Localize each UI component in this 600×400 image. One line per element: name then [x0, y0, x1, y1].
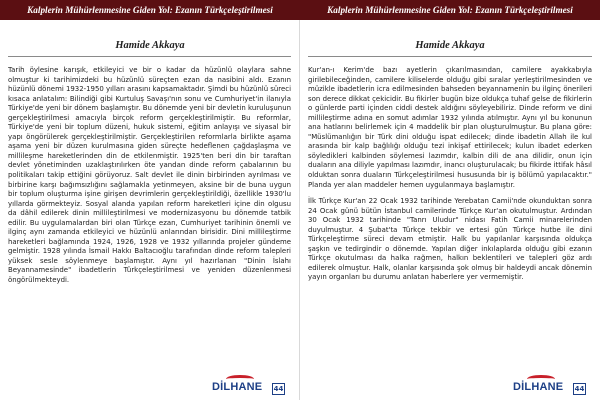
- right-page: [300, 0, 600, 400]
- running-header: Kalplerin Mühürlenmesine Giden Yol: Ezanın Türkçeleştirilmesi: [300, 0, 600, 20]
- divider: [308, 56, 592, 57]
- article-body: [8, 66, 291, 370]
- logo-text: DİLHANE: [212, 381, 263, 393]
- running-header: Kalplerin Mühürlenmesine Giden Yol: Ezanın Türkçeleştirilmesi: [0, 0, 300, 20]
- author-name: Hamide Akkaya: [415, 40, 485, 51]
- dilhane-logo: [513, 375, 571, 395]
- paragraph: Kur'an-ı Kerim'de bazı ayetlerin çıkarılmasından, camilere ayakkabıyla girilebileceğinden, camilere kiliselerde olduğu gibi sıralar yerleştirilmesinden ve müzikle ibadetlerin icra edilmesinden bahseden beyannamenin bu ilginç önerileri son derece dikkat çekicidir. Bu fikirler bugün bize oldukça tuhaf gelse de fikirlerin o günlerde parti içinden ciddi destek aldığını söyleyebiliriz. Dinde reform ve dini millileştirme adına en somut adımlar 1932 yılında atılmıştır. Aynı yıl bu konunun ana hatlarını belirlemek için 4 maddelik bir plan oluşturulmuştur. Bu plana göre: "Müslümanlığın bir Türk dini olduğu ispat edilecek; dinde ibadetin Allah ile kul arasında bir kalp bağlılığı olduğu tezi inkişaf ettirilecek; kulun ibadet ederken söyledikleri kalbinden söylemesi lazımdır, kalbin dili de ana dilidir, onun için duaların ana diliyle yapılması lazımdır, inancı oluşturulacak; bu fikirde ittifak hâsıl olduktan sonra duaların Türkçeleştirilmesi hususunda bir iş bölümü yapılacaktır." Planda yer alan maddeler hemen uygulanmaya başlamıştır.: [308, 66, 592, 189]
- page-footer: [513, 373, 586, 395]
- dilhane-logo: [212, 375, 270, 395]
- author-name: Hamide Akkaya: [115, 40, 185, 51]
- paragraph: Tarih öylesine karışık, etkileyici ve bir o kadar da hüzünlü olaylara sahne olmuştur ki tarihimizdeki bu hüzünlü süreçten ezan da nasibini aldı. Ezanın hüzünlü dönemi 1932-1950 yılları arasını kapsamaktadır. Şimdi bu hüzünlü süreci kısaca anlatalım: Bilindiği gibi Kurtuluş Savaşı'nın sonu ve Cumhuriyet'in ilanıyla Türkiye'de yeni bir dönem başlamıştır. Bu dönemde yeni bir devletin kuruluşunun gerçekleştirilmesi amacıyla birçok reform gerçekleştirilmiştir. Bu reformlar, Türkiye'de yeni bir toplum düzeni, hukuk sistemi, eğitim anlayışı ve siyasal bir yapı öngörülerek gerçekleştirilmiştir. Gerçekleştirilen reformlarla birlikte aşama aşama yeni bir düzen kurulmasına giden süreçte hedeflenen çağdaşlaşma ve millileşme hareketlerinden din de etkilenmiştir. 1925'ten beri din bir taraftan devlet yönetiminden uzaklaştırılırken öte yandan dinde reform çabalarının bu politikaları takip ettiğini görüyoruz. Salt devlet ile dinin birbirinden ayrılması ve birbirine karşı bağımsızlığını sağlamakla yetinmeyen, aksine bir de buna uygun bir toplum oluşturma işine girişen devrimlerin gerçekleştirildiği, özellikle 1930'lu yıllarda görmekteyiz. Sosyal alanda yapılan reform hareketleri içine din olgusu da dâhil edilerek dinin millileştirilmesi ve modernizasyonu bu dönemde tatbik edilir. Bu uygulamalardan biri olan Türkçe ezan, Cumhuriyet tarihinin önemli ve ilginç aynı zamanda etkileyici ve hüzünlü anlarından birisidir. Dini millileştirme hareketleri bağlamında 1924, 1926, 1928 ve 1932 yıllarında projeler gündeme gelmiştir. 1928 yılında İsmail Hakkı Baltacıoğlu tarafından dinde reform talepleri yüksek sesle söylenmeye başlamıştır. Aynı yıl hazırlanan "Dinin İslahı Beyannamesinde" ibadetlerin Türkçeleştirilmesi ve yeniden düzenlenmesi öngörülmekteydi.: [8, 66, 291, 285]
- divider: [8, 56, 291, 57]
- article-body: [308, 66, 592, 370]
- page-number: 44: [273, 385, 284, 393]
- logo-text: DİLHANE: [513, 381, 564, 393]
- paragraph: İlk Türkçe Kur'an 22 Ocak 1932 tarihinde Yerebatan Camii'nde okunduktan sonra 24 Ocak günü bütün İstanbul camilerinde Türkçe Kur'an okutulmuştur. Ardından 30 Ocak 1932 tarihinde "Tanrı Uludur" nidası Fatih Camii minarelerinden duyulmuştur. 4 Şubat'ta Türkçe tekbir ve ertesi gün Türkçe hutbe ile dini Türkçeleştirme süreci devam etmiştir. Halk bu yapılanlar karşısında oldukça şaşkın ve tedirgindir o dönemde. Yapılan diğer inkılaplarda olduğu gibi ezanın Türkçe okutulması da halka rağmen, halkın beklentileri ve talepleri göz ardı edilerek olmuştur. Halk, olanlar karşısında şok olmuş bir haldeydi ancak dönemin yayın organları bu durumu anlatan haberlere yer vermemiştir.: [308, 197, 592, 282]
- page-footer: [212, 373, 285, 395]
- page-number: 44: [574, 385, 585, 393]
